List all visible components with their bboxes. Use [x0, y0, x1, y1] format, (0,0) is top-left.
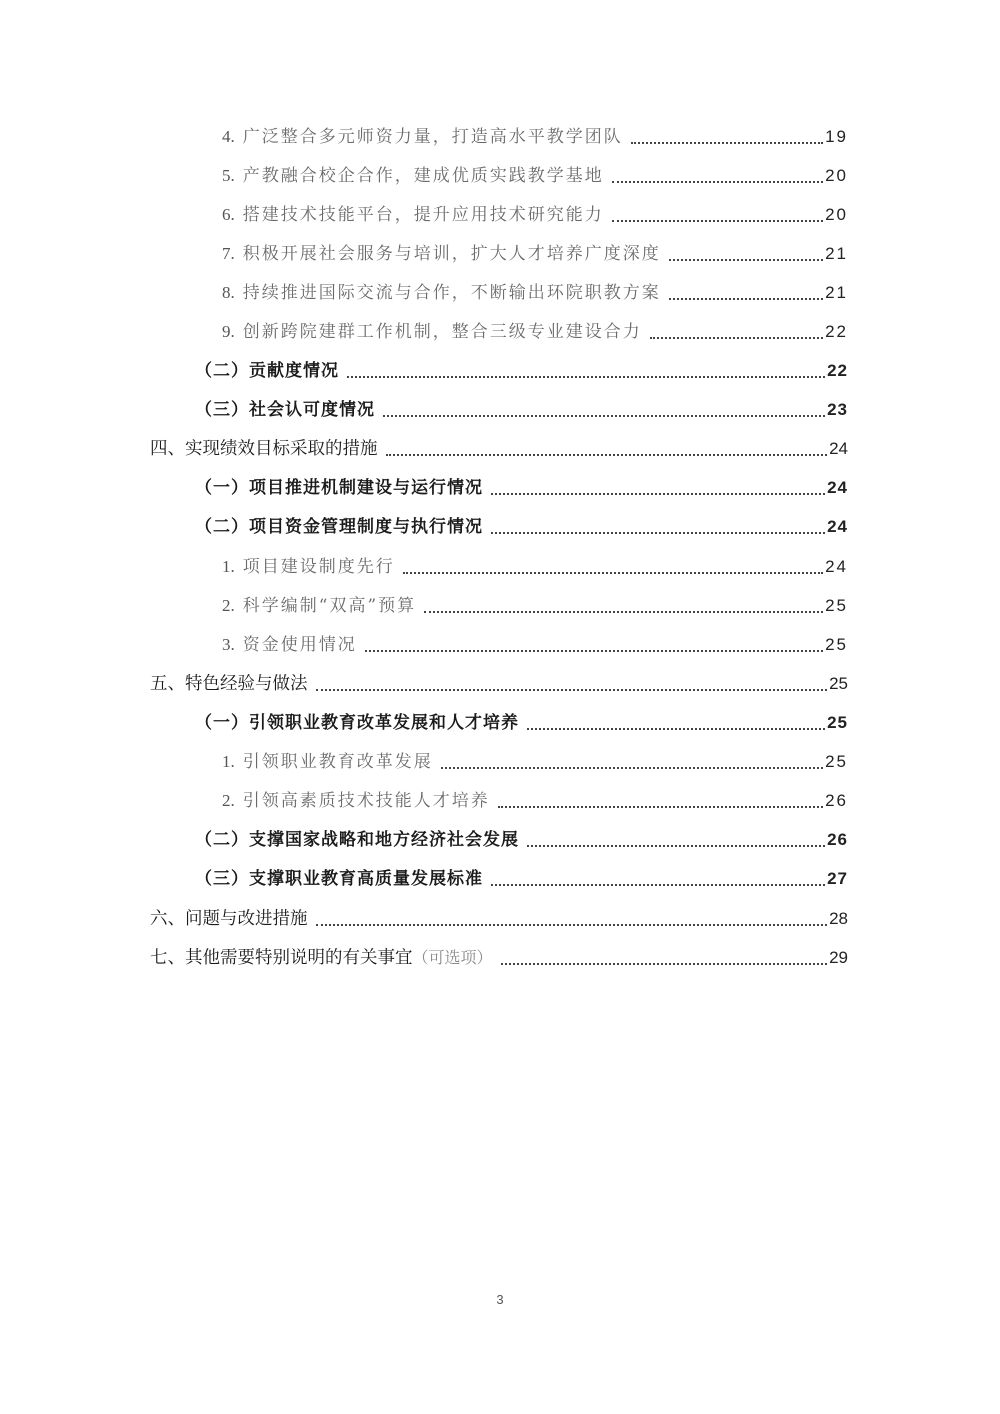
dot-leader	[669, 259, 823, 261]
dot-leader	[498, 806, 823, 808]
toc-entry-number: 五、	[150, 674, 185, 694]
toc-entry[interactable]	[222, 198, 848, 226]
toc-entry-page: 25	[825, 596, 848, 615]
toc-entry-title: 引领职业教育改革发展	[242, 752, 433, 772]
toc-entry-title: 问题与改进措施	[185, 909, 308, 929]
dot-leader	[612, 220, 823, 222]
toc-entry-title: 其他需要特别说明的有关事宜	[185, 948, 413, 968]
toc-entry[interactable]	[222, 784, 848, 812]
toc-entry-number: 1.	[222, 557, 235, 576]
toc-entry-number: （二）	[195, 517, 249, 537]
toc-entry-number: 5.	[222, 166, 235, 185]
toc-entry-page: 23	[827, 400, 848, 419]
dot-leader	[612, 181, 823, 183]
toc-entry-title: 科学编制“双高”预算	[242, 596, 417, 616]
toc-entry-page: 22	[825, 322, 848, 341]
toc-entry[interactable]	[195, 471, 848, 499]
toc-entry-page: 28	[829, 909, 848, 928]
toc-entry[interactable]	[222, 276, 848, 304]
dot-leader	[403, 572, 823, 574]
toc-entry-title: 创新跨院建群工作机制，整合三级专业建设合力	[242, 322, 642, 342]
dot-leader	[386, 454, 828, 456]
dot-leader	[491, 532, 825, 534]
toc-entry-page: 27	[827, 869, 848, 888]
toc-entry[interactable]	[222, 745, 848, 773]
dot-leader	[347, 376, 825, 378]
toc-entry-title: 贡献度情况	[249, 361, 339, 381]
toc-entry-page: 20	[825, 166, 848, 185]
toc-entry[interactable]	[222, 628, 848, 656]
toc-entry-number: 六、	[150, 909, 185, 929]
toc-entry[interactable]	[222, 237, 848, 265]
toc-entry[interactable]	[222, 159, 848, 187]
dot-leader	[316, 689, 828, 691]
toc-entry-page: 26	[825, 791, 848, 810]
toc-entry-title: 项目推进机制建设与运行情况	[249, 478, 483, 498]
dot-leader	[316, 924, 828, 926]
toc-entry-number: 7.	[222, 244, 235, 263]
toc-entry[interactable]	[195, 862, 848, 890]
toc-entry-number: 1.	[222, 752, 235, 771]
toc-entry-page: 25	[825, 635, 848, 654]
toc-entry-title: 引领高素质技术技能人才培养	[242, 791, 490, 811]
toc-entry-number: （一）	[195, 713, 249, 733]
dot-leader	[527, 728, 825, 730]
toc-entry-number: 2.	[222, 791, 235, 810]
toc-entry-title: 资金使用情况	[242, 635, 357, 655]
toc-entry-number: （一）	[195, 478, 249, 498]
toc-entry-number: 3.	[222, 635, 235, 654]
toc-entry[interactable]	[195, 354, 848, 382]
toc-entry-number: （二）	[195, 830, 249, 850]
toc-entry-title: 支撑国家战略和地方经济社会发展	[249, 830, 519, 850]
toc-entry[interactable]	[222, 589, 848, 617]
dot-leader	[365, 650, 823, 652]
toc-entry-page: 25	[825, 752, 848, 771]
dot-leader	[527, 845, 825, 847]
page-number: 3	[496, 1292, 504, 1307]
toc-entry-page: 19	[825, 127, 848, 146]
dot-leader	[383, 415, 825, 417]
toc-entry[interactable]	[195, 706, 848, 734]
toc-entry-number: 6.	[222, 205, 235, 224]
toc-entry-number: 9.	[222, 322, 235, 341]
toc-entry-title: 搭建技术技能平台，提升应用技术研究能力	[242, 205, 604, 225]
toc-entry-page: 22	[827, 361, 848, 380]
toc-entry-title: 积极开展社会服务与培训，扩大人才培养广度深度	[242, 244, 661, 264]
toc-entry-page: 21	[825, 244, 848, 263]
toc-entry-number: 2.	[222, 596, 235, 615]
dot-leader	[424, 611, 823, 613]
toc-entry[interactable]	[150, 902, 848, 930]
toc-entry-page: 20	[825, 205, 848, 224]
dot-leader	[441, 767, 823, 769]
toc-entry-page: 25	[827, 713, 848, 732]
toc-entry[interactable]	[195, 393, 848, 421]
toc-entry-page: 24	[829, 439, 848, 458]
toc-entry-title: 产教融合校企合作，建成优质实践教学基地	[242, 166, 604, 186]
dot-leader	[501, 963, 828, 965]
toc-entry-title: 社会认可度情况	[249, 400, 375, 420]
toc-entry-suffix: （可选项）	[412, 948, 493, 967]
toc-entry[interactable]	[195, 823, 848, 851]
toc-entry-title: 项目资金管理制度与执行情况	[249, 517, 483, 537]
dot-leader	[669, 298, 823, 300]
toc-entry[interactable]	[150, 432, 848, 460]
toc-entry[interactable]	[150, 941, 848, 969]
toc-entry-page: 24	[825, 557, 848, 576]
toc-entry-page: 25	[829, 674, 848, 693]
toc-entry-title: 实现绩效目标采取的措施	[185, 439, 378, 459]
toc-entry[interactable]	[222, 120, 848, 148]
dot-leader	[491, 884, 825, 886]
toc-entry[interactable]	[195, 510, 848, 538]
toc-entry-title: 项目建设制度先行	[242, 557, 395, 577]
toc-entry-number: 4.	[222, 127, 235, 146]
toc-entry-number: 四、	[150, 439, 185, 459]
toc-entry-title: 广泛整合多元师资力量，打造高水平教学团队	[242, 127, 623, 147]
toc-entry-number: 七、	[150, 948, 185, 968]
toc-entry-number: 8.	[222, 283, 235, 302]
toc-entry-title: 支撑职业教育高质量发展标准	[249, 869, 483, 889]
toc-entry-title: 引领职业教育改革发展和人才培养	[249, 713, 519, 733]
toc-entry-number: （三）	[195, 869, 249, 889]
toc-entry-page: 21	[825, 283, 848, 302]
dot-leader	[631, 142, 823, 144]
toc-entry[interactable]	[222, 315, 848, 343]
toc-entry-page: 24	[827, 517, 848, 536]
dot-leader	[650, 337, 823, 339]
toc-entry[interactable]	[222, 550, 848, 578]
toc-entry-number: （三）	[195, 400, 249, 420]
toc-entry-page: 26	[827, 830, 848, 849]
toc-entry-number: （二）	[195, 361, 249, 381]
toc-entry[interactable]	[150, 667, 848, 695]
toc-entry-page: 24	[827, 478, 848, 497]
dot-leader	[491, 493, 825, 495]
toc-entry-page: 29	[829, 948, 848, 967]
toc-entry-title: 持续推进国际交流与合作，不断输出环院职教方案	[242, 283, 661, 303]
toc-entry-title: 特色经验与做法	[185, 674, 308, 694]
